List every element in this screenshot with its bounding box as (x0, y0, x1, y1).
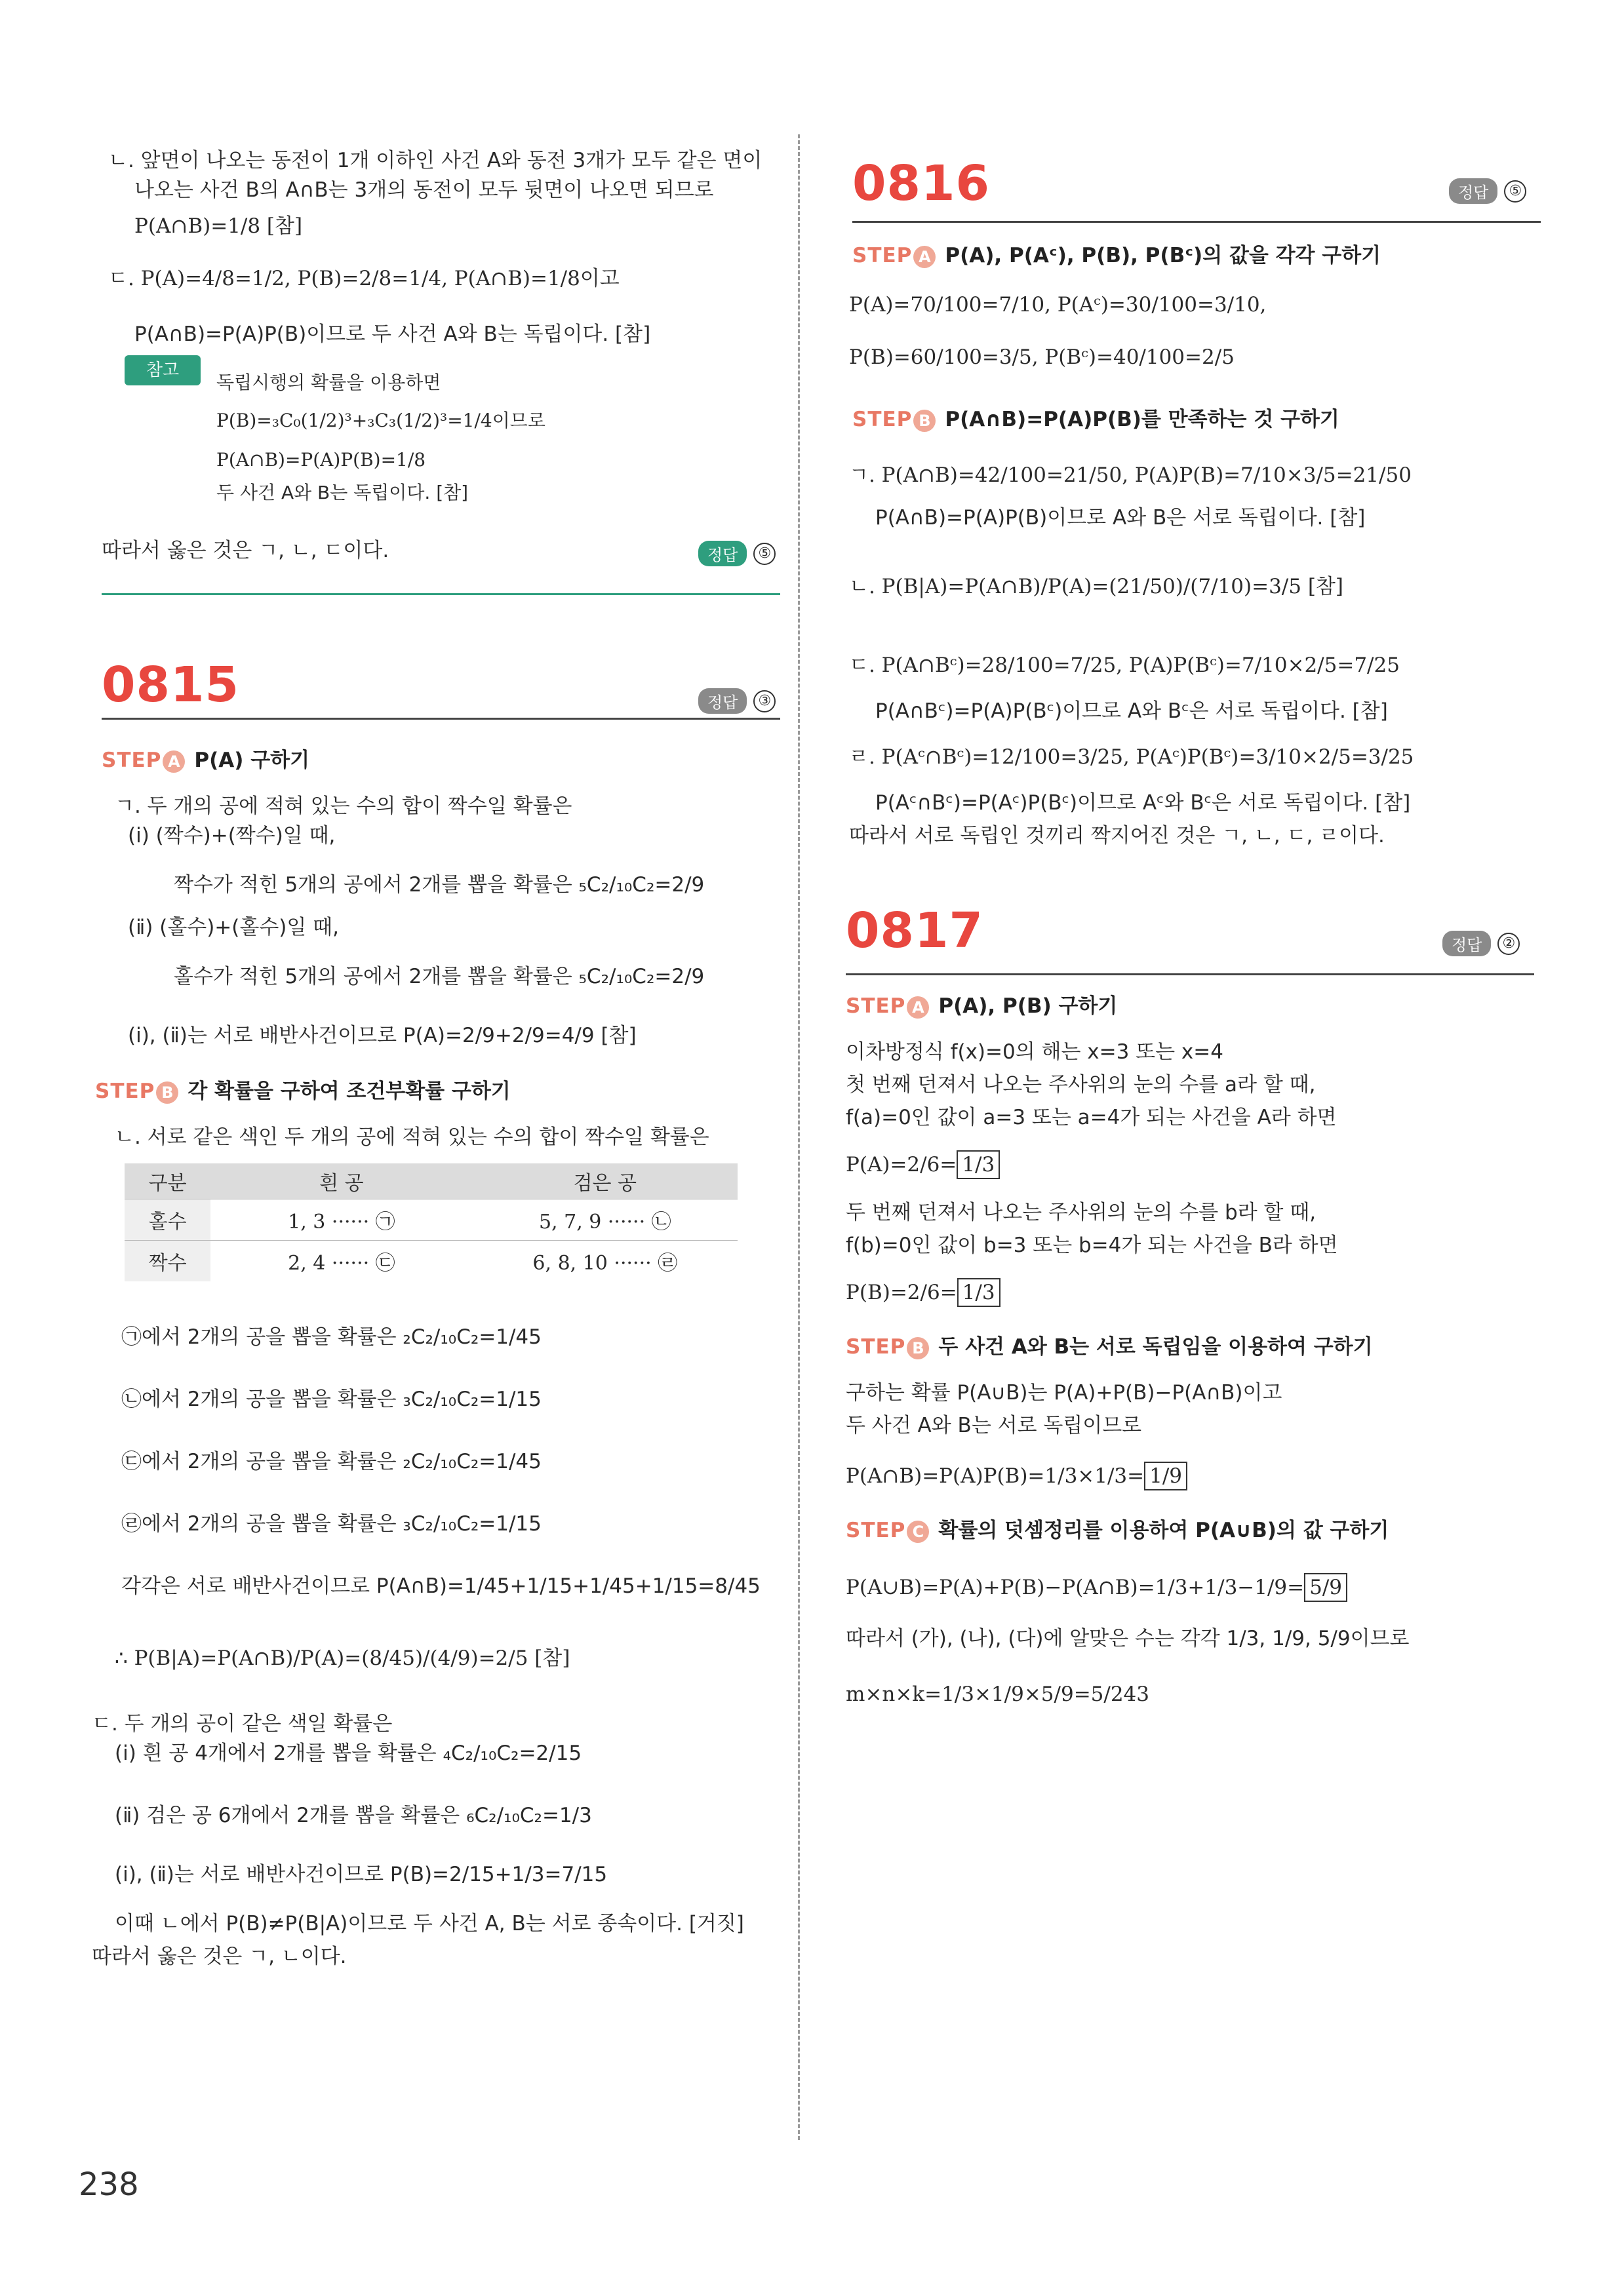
table-cell: 5, 7, 9 ······ ㉡ (473, 1199, 738, 1241)
step-a-heading: STEP A P(A), P(Aᶜ), P(B), P(Bᶜ)의 값을 각각 구하기 (852, 244, 1381, 267)
text-line: 홀수가 적힌 5개의 공에서 2개를 뽑을 확률은 ₅C₂/₁₀C₂=2/9 (174, 965, 705, 988)
note-line: P(A∩B)=P(A)P(B)=1/8 (216, 449, 426, 471)
text-line: ㄷ. 두 개의 공이 같은 색일 확률은 (92, 1712, 393, 1736)
problem-number-0815: 0815 (102, 657, 239, 713)
step-b-heading: STEP B P(A∩B)=P(A)P(B)를 만족하는 것 구하기 (852, 408, 1339, 431)
answer-0817 (1442, 931, 1520, 956)
text-line: 따라서 옳은 것은 ㄱ, ㄴ이다. (92, 1945, 347, 1968)
math-line: m×n×k=1/3×1/9×5/9=5/243 (846, 1683, 1150, 1706)
problem-rule (846, 973, 1534, 975)
text-line: ㄴ. 앞면이 나오는 동전이 1개 이하인 사건 A와 동전 3개가 모두 같은 면이 (108, 149, 762, 172)
answer-0814 (698, 541, 776, 566)
math-line: ㄹ. P(Aᶜ∩Bᶜ)=12/100=3/25, P(Aᶜ)P(Bᶜ)=3/10×2/5=3/25 (849, 745, 1414, 769)
text-line: ㄴ. 서로 같은 색인 두 개의 공에 적혀 있는 수의 합이 짝수일 확률은 (115, 1125, 709, 1149)
text-line: P(A∩B)=P(A)P(B)이므로 A와 B은 서로 독립이다. [참] (875, 506, 1366, 530)
table-cell: 6, 8, 10 ······ ㉣ (473, 1241, 738, 1282)
problem-number-0817: 0817 (846, 903, 983, 959)
text-line: (ⅰ), (ⅱ)는 서로 배반사건이므로 P(A)=2/9+2/9=4/9 [참] (128, 1024, 637, 1047)
table-cell: 짝수 (125, 1241, 210, 1282)
problem-rule (852, 221, 1541, 223)
text-line: 두 사건 A와 B는 서로 독립이므로 (846, 1414, 1142, 1437)
math-line: P(A)=2/6= 1/3 (846, 1150, 1000, 1179)
text-line: (ⅰ) (짝수)+(짝수)일 때, (128, 824, 336, 847)
blank-answer-box: 5/9 (1304, 1573, 1347, 1602)
answer-choice: ⑤ (1504, 180, 1526, 203)
note-line: P(B)=₃C₀(1/2)³+₃C₃(1/2)³=1/4이므로 (216, 410, 545, 431)
text-line: 두 번째 던져서 나오는 주사위의 눈의 수를 b라 할 때, (846, 1201, 1317, 1224)
text-line: 짝수가 적힌 5개의 공에서 2개를 뽑을 확률은 ₅C₂/₁₀C₂=2/9 (174, 873, 705, 897)
text-line: f(a)=0인 값이 a=3 또는 a=4가 되는 사건을 A라 하면 (846, 1106, 1337, 1129)
note-line: 두 사건 A와 B는 독립이다. [참] (216, 482, 469, 503)
table-cell: 홀수 (125, 1199, 210, 1241)
answer-0816 (1449, 178, 1526, 204)
text-line: ㉣에서 2개의 공을 뽑을 확률은 ₃C₂/₁₀C₂=1/15 (121, 1512, 542, 1536)
reference-note (125, 355, 780, 506)
math-line: P(B)=2/6= 1/3 (846, 1278, 1000, 1307)
text-line: P(A∩Bᶜ)=P(A)P(Bᶜ)이므로 A와 Bᶜ은 서로 독립이다. [참] (875, 699, 1388, 723)
text-line: ㉠에서 2개의 공을 뽑을 확률은 ₂C₂/₁₀C₂=1/45 (121, 1325, 542, 1349)
text-line: (ⅱ) (홀수)+(홀수)일 때, (128, 916, 339, 939)
text-line: f(b)=0인 값이 b=3 또는 b=4가 되는 사건을 B라 하면 (846, 1234, 1338, 1257)
table-header: 구분 (125, 1163, 210, 1199)
table-header-row (125, 1163, 738, 1199)
classification-table (125, 1163, 738, 1281)
text-line: 이때 ㄴ에서 P(B)≠P(B|A)이므로 두 사건 A, B는 서로 종속이다. [거짓] (115, 1912, 744, 1936)
math-line: ㄱ. P(A∩B)=42/100=21/50, P(A)P(B)=7/10×3/5=21/50 (849, 463, 1412, 487)
text-line: (ⅰ), (ⅱ)는 서로 배반사건이므로 P(B)=2/15+1/3=7/15 (115, 1863, 608, 1886)
blank-answer-box: 1/9 (1144, 1462, 1187, 1490)
page-number: 238 (79, 2166, 139, 2203)
answer-choice: ③ (753, 690, 776, 712)
math-line: ∴ P(B|A)=P(A∩B)/P(A)=(8/45)/(4/9)=2/5 [참] (115, 1646, 570, 1670)
table-header: 검은 공 (473, 1163, 738, 1199)
step-b-heading: STEP B 각 확률을 구하여 조건부확률 구하기 (95, 1080, 511, 1103)
text-line: P(Aᶜ∩Bᶜ)=P(Aᶜ)P(Bᶜ)이므로 Aᶜ와 Bᶜ은 서로 독립이다. [참] (875, 791, 1411, 815)
step-c-heading: STEP C 확률의 덧셈정리를 이용하여 P(A∪B)의 값 구하기 (846, 1519, 1389, 1542)
step-a-heading: STEP A P(A) 구하기 (102, 749, 310, 772)
section-divider (102, 593, 780, 595)
column-divider (798, 134, 800, 2140)
answer-badge: 정답 (698, 688, 747, 714)
math-line: P(A∩B)=P(A)P(B)=1/3×1/3= 1/9 (846, 1462, 1187, 1490)
note-line: 독립시행의 확률을 이용하면 (216, 372, 441, 393)
table-cell: 1, 3 ······ ㉠ (210, 1199, 472, 1241)
answer-badge: 정답 (698, 541, 747, 566)
text-line: 나오는 사건 B의 A∩B는 3개의 동전이 모두 뒷면이 나오면 되므로 (134, 178, 714, 202)
text-line: ㉡에서 2개의 공을 뽑을 확률은 ₃C₂/₁₀C₂=1/15 (121, 1388, 542, 1411)
math-line: ㄷ. P(A∩Bᶜ)=28/100=7/25, P(A)P(Bᶜ)=7/10×2/5=7/25 (849, 653, 1400, 677)
math-line: P(A)=70/100=7/10, P(Aᶜ)=30/100=3/10, (849, 293, 1267, 317)
answer-badge: 정답 (1449, 178, 1497, 204)
text-line: ㉢에서 2개의 공을 뽑을 확률은 ₂C₂/₁₀C₂=1/45 (121, 1450, 542, 1473)
blank-answer-box: 1/3 (957, 1150, 1000, 1179)
table-row (125, 1241, 738, 1282)
text-line: 이차방정식 f(x)=0의 해는 x=3 또는 x=4 (846, 1040, 1223, 1064)
text-line: (ⅰ) 흰 공 4개에서 2개를 뽑을 확률은 ₄C₂/₁₀C₂=2/15 (115, 1741, 582, 1765)
conclusion-0814: 따라서 옳은 것은 ㄱ, ㄴ, ㄷ이다. (102, 539, 389, 562)
math-line: ㄷ. P(A)=4/8=1/2, P(B)=2/8=1/4, P(A∩B)=1/8이고 (108, 267, 620, 290)
step-b-heading: STEP B 두 사건 A와 B는 서로 독립임을 이용하여 구하기 (846, 1335, 1373, 1359)
note-badge: 참고 (125, 355, 201, 385)
text-line: (ⅱ) 검은 공 6개에서 2개를 뽑을 확률은 ₆C₂/₁₀C₂=1/3 (115, 1804, 592, 1827)
math-line: P(A∩B)=1/8 [참] (134, 214, 303, 238)
text-line: ㄱ. 두 개의 공에 적혀 있는 수의 합이 짝수일 확률은 (115, 794, 572, 818)
problem-number-0816: 0816 (852, 155, 990, 212)
answer-choice: ⑤ (753, 543, 776, 565)
answer-0815 (698, 688, 776, 714)
text-line: 첫 번째 던져서 나오는 주사위의 눈의 수를 a라 할 때, (846, 1073, 1316, 1097)
math-line: P(B)=60/100=3/5, P(Bᶜ)=40/100=2/5 (849, 345, 1235, 369)
blank-answer-box: 1/3 (957, 1278, 1000, 1307)
math-line: ㄴ. P(B|A)=P(A∩B)/P(A)=(21/50)/(7/10)=3/5 [참] (849, 575, 1343, 598)
problem-rule (102, 718, 780, 720)
table-header: 흰 공 (210, 1163, 472, 1199)
math-line: P(A∪B)=P(A)+P(B)−P(A∩B)=1/3+1/3−1/9= 5/9 (846, 1573, 1347, 1602)
table-row (125, 1199, 738, 1241)
text-line: 따라서 (가), (나), (다)에 알맞은 수는 각각 1/3, 1/9, 5/9이므로 (846, 1627, 1410, 1650)
answer-choice: ② (1497, 933, 1520, 955)
text-line: 구하는 확률 P(A∪B)는 P(A)+P(B)−P(A∩B)이고 (846, 1381, 1282, 1405)
answer-badge: 정답 (1442, 931, 1491, 956)
table-cell: 2, 4 ······ ㉢ (210, 1241, 472, 1282)
text-line: 따라서 서로 독립인 것끼리 짝지어진 것은 ㄱ, ㄴ, ㄷ, ㄹ이다. (849, 824, 1385, 847)
text-line: P(A∩B)=P(A)P(B)이므로 두 사건 A와 B는 독립이다. [참] (134, 322, 651, 346)
step-a-heading: STEP A P(A), P(B) 구하기 (846, 994, 1118, 1018)
text-line: 각각은 서로 배반사건이므로 P(A∩B)=1/45+1/15+1/45+1/15=8/45 (121, 1574, 761, 1598)
